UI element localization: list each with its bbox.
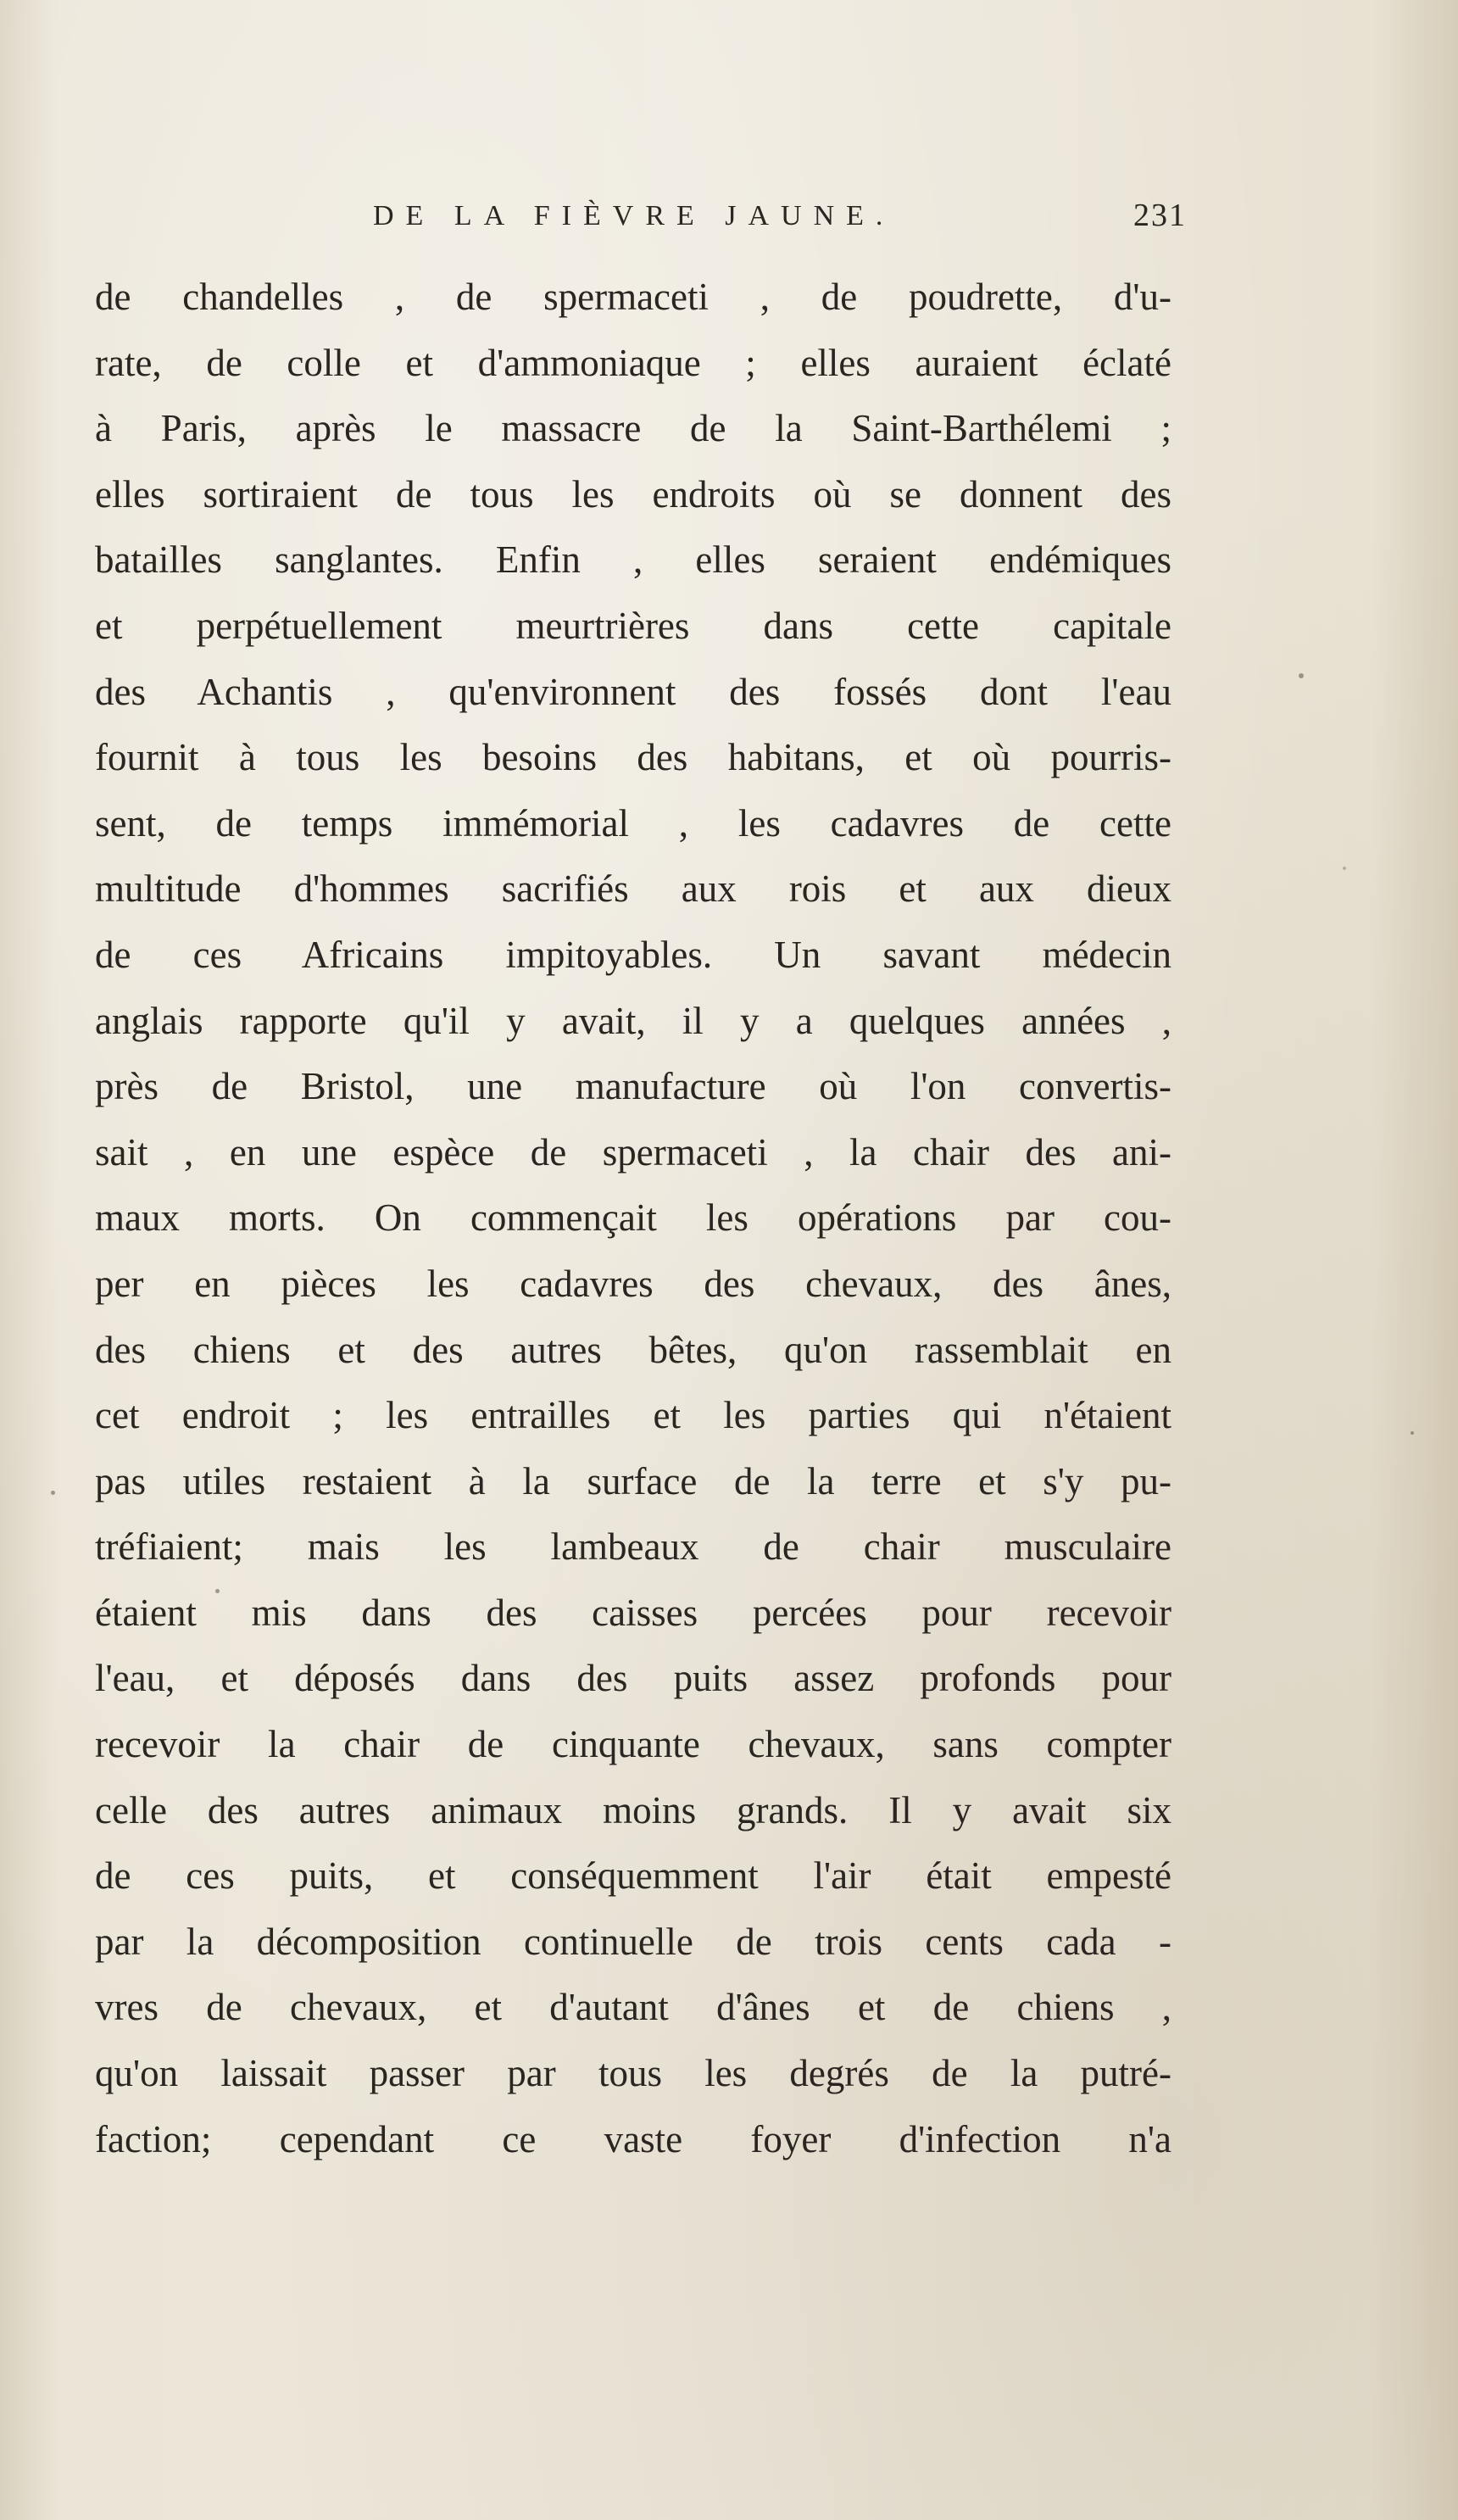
running-head: DE LA FIÈVRE JAUNE. <box>373 200 895 231</box>
text-line: cet endroit ; les entrailles et les parties qui n'étaient <box>95 1394 1171 1437</box>
text-line: par la décomposition continuelle de trois cents cada - <box>95 1920 1171 1963</box>
text-line: rate, de colle et d'ammoniaque ; elles auraient éclaté <box>95 341 1171 384</box>
text-line: anglais rapporte qu'il y avait, il y a quelques années , <box>95 999 1171 1042</box>
page-number: 231 <box>1133 198 1187 233</box>
text-line: l'eau, et déposés dans des puits assez profonds pour <box>95 1657 1171 1700</box>
text-line: elles sortiraient de tous les endroits où se donnent des <box>95 472 1171 516</box>
text-line: vres de chevaux, et d'autant d'ânes et de chiens , <box>95 1986 1171 2029</box>
text-line: multitude d'hommes sacrifiés aux rois et aux dieux <box>95 867 1171 911</box>
page-header <box>373 200 1187 251</box>
text-line: et perpétuellement meurtrières dans cette capitale <box>95 604 1171 647</box>
body-text <box>95 265 1171 2172</box>
text-line: de chandelles , de spermaceti , de poudrette, d'u- <box>95 276 1171 318</box>
text-line: près de Bristol, une manufacture où l'on convertis- <box>95 1065 1171 1108</box>
ink-speck <box>51 1491 55 1495</box>
ink-speck <box>1299 673 1304 678</box>
text-line: per en pièces les cadavres des chevaux, des ânes, <box>95 1262 1171 1305</box>
text-line: recevoir la chair de cinquante chevaux, sans compter <box>95 1723 1171 1766</box>
text-line: qu'on laissait passer par tous les degrés de la putré- <box>95 2052 1171 2095</box>
text-line: étaient mis dans des caisses percées pour recevoir <box>95 1591 1171 1634</box>
ink-speck <box>1343 867 1346 870</box>
ink-speck <box>1411 1431 1414 1435</box>
text-line: fournit à tous les besoins des habitans, et où pourris- <box>95 736 1171 779</box>
text-line: sent, de temps immémorial , les cadavres de cette <box>95 801 1171 845</box>
text-line: de ces puits, et conséquemment l'air était empesté <box>95 1854 1171 1898</box>
text-line: batailles sanglantes. Enfin , elles seraient endémiques <box>95 538 1171 582</box>
text-line: de ces Africains impitoyables. Un savant médecin <box>95 933 1171 976</box>
text-line: des Achantis , qu'environnent des fossés dont l'eau <box>95 670 1171 713</box>
text-line: celle des autres animaux moins grands. Il y avait six <box>95 1788 1171 1831</box>
text-line: à Paris, après le massacre de la Saint-Barthélemi ; <box>95 407 1171 450</box>
text-line: des chiens et des autres bêtes, qu'on rassemblait en <box>95 1328 1171 1371</box>
text-line: pas utiles restaient à la surface de la terre et s'y pu- <box>95 1459 1171 1503</box>
text-line: maux morts. On commençait les opérations par cou- <box>95 1196 1171 1240</box>
text-line: tréfiaient; mais les lambeaux de chair musculaire <box>95 1525 1171 1569</box>
text-line: faction; cependant ce vaste foyer d'infection n'a <box>95 2117 1171 2160</box>
text-line: sait , en une espèce de spermaceti , la chair des ani- <box>95 1130 1171 1174</box>
